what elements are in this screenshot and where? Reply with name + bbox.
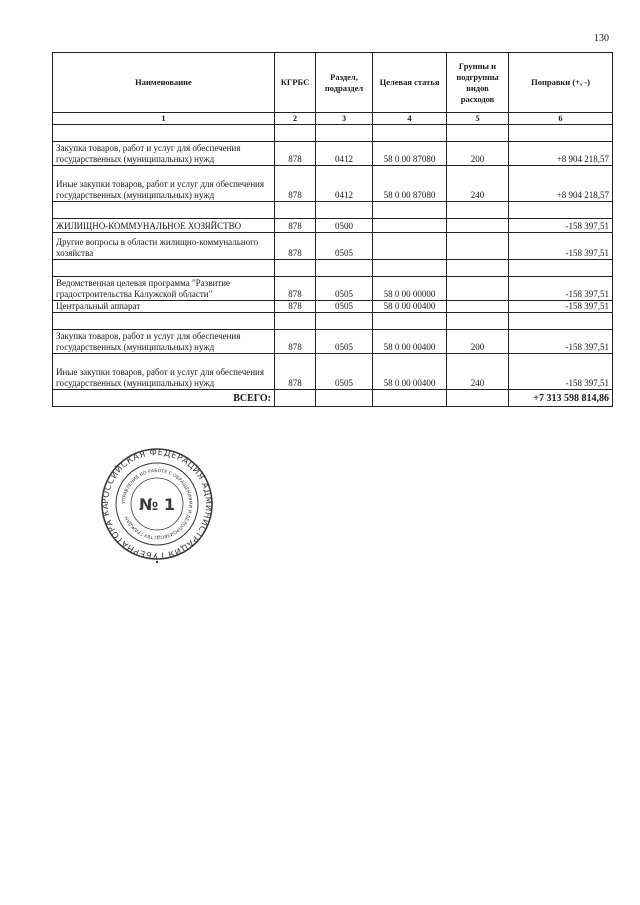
row-name: Иные закупки товаров, работ и услуг для обеспечения государственных (муниципальных) нужд — [53, 354, 275, 390]
spacer-row — [53, 202, 613, 219]
row-vid — [447, 277, 509, 301]
table-row — [53, 233, 613, 260]
row-popravki: -158 397,51 — [509, 219, 613, 233]
row-kgrbs: 878 — [275, 277, 316, 301]
row-popravki: -158 397,51 — [509, 301, 613, 313]
row-name: Иные закупки товаров, работ и услуг для обеспечения государственных (муниципальных) нужд — [53, 166, 275, 202]
header-razdel: Раздел, подраздел — [316, 53, 373, 113]
row-razdel: 0505 — [316, 233, 373, 260]
stamp-number: № 1 — [139, 495, 175, 514]
column-number: 1 — [53, 113, 275, 125]
column-number: 5 — [447, 113, 509, 125]
row-statya: 58 0 00 00400 — [373, 354, 447, 390]
row-kgrbs: 878 — [275, 219, 316, 233]
page-number: 130 — [594, 33, 609, 44]
table-row — [53, 301, 613, 313]
row-statya: 58 0 00 87080 — [373, 166, 447, 202]
row-name: ЖИЛИЩНО-КОММУНАЛЬНОЕ ХОЗЯЙСТВО — [53, 219, 275, 233]
row-statya — [373, 233, 447, 260]
total-value: +7 313 598 814,86 — [509, 390, 613, 407]
row-statya: 58 0 00 00400 — [373, 301, 447, 313]
row-kgrbs: 878 — [275, 301, 316, 313]
column-number: 4 — [373, 113, 447, 125]
header-vid: Группы и подгруппы видов расходов — [447, 53, 509, 113]
row-popravki: +8 904 218,57 — [509, 166, 613, 202]
row-name: Другие вопросы в области жилищно-коммунального хозяйства — [53, 233, 275, 260]
header-popravki: Поправки (+, -) — [509, 53, 613, 113]
spacer-row — [53, 313, 613, 330]
table-row — [53, 166, 613, 202]
stamp-outer-text: РОССИЙСКАЯ ФЕДЕРАЦИЯ АДМИНИСТРАЦИЯ ГУБЕРНАТОРА КА — [101, 447, 213, 561]
official-seal — [101, 441, 213, 567]
row-kgrbs: 878 — [275, 330, 316, 354]
row-vid: 240 — [447, 166, 509, 202]
row-kgrbs: 878 — [275, 142, 316, 166]
row-vid: 240 — [447, 354, 509, 390]
row-razdel: 0500 — [316, 219, 373, 233]
header-name: Наименование — [53, 53, 275, 113]
column-number-row — [53, 113, 613, 125]
stamp-dot — [156, 561, 158, 563]
total-row — [53, 390, 613, 407]
row-razdel: 0505 — [316, 330, 373, 354]
row-statya: 58 0 00 87080 — [373, 142, 447, 166]
row-razdel: 0412 — [316, 142, 373, 166]
table-row — [53, 142, 613, 166]
column-number: 3 — [316, 113, 373, 125]
row-statya — [373, 219, 447, 233]
table-row — [53, 330, 613, 354]
budget-table — [52, 52, 613, 407]
row-popravki: -158 397,51 — [509, 277, 613, 301]
row-razdel: 0412 — [316, 166, 373, 202]
column-number: 6 — [509, 113, 613, 125]
total-label: ВСЕГО: — [53, 390, 275, 407]
row-vid — [447, 219, 509, 233]
row-statya: 58 0 00 00000 — [373, 277, 447, 301]
spacer-row — [53, 260, 613, 277]
row-vid — [447, 301, 509, 313]
row-popravki: -158 397,51 — [509, 330, 613, 354]
table-row — [53, 354, 613, 390]
table-row — [53, 277, 613, 301]
row-razdel: 0505 — [316, 301, 373, 313]
row-kgrbs: 878 — [275, 233, 316, 260]
stamp-inner-text: УПРАВЛЕНИЕ ПО РАБОТЕ С ОБРАЩЕНИЯМИ И ДЕЛОПРОИЗВОДСТВУ ГРАЖДАН — [121, 468, 193, 540]
row-kgrbs: 878 — [275, 166, 316, 202]
header-kgrbs: КГРБС — [275, 53, 316, 113]
column-number: 2 — [275, 113, 316, 125]
row-kgrbs: 878 — [275, 354, 316, 390]
header-row — [53, 53, 613, 113]
table-row — [53, 219, 613, 233]
row-popravki: +8 904 218,57 — [509, 142, 613, 166]
row-vid: 200 — [447, 142, 509, 166]
row-razdel: 0505 — [316, 354, 373, 390]
row-name: Центральный аппарат — [53, 301, 275, 313]
row-popravki: -158 397,51 — [509, 233, 613, 260]
row-razdel: 0505 — [316, 277, 373, 301]
row-name: Закупка товаров, работ и услуг для обеспечения государственных (муниципальных) нужд — [53, 330, 275, 354]
row-popravki: -158 397,51 — [509, 354, 613, 390]
header-statya: Целевая статья — [373, 53, 447, 113]
row-statya: 58 0 00 00400 — [373, 330, 447, 354]
spacer-row — [53, 125, 613, 142]
row-name: Закупка товаров, работ и услуг для обеспечения государственных (муниципальных) нужд — [53, 142, 275, 166]
row-name: Ведомственная целевая программа "Развитие градостроительства Калужской области" — [53, 277, 275, 301]
row-vid — [447, 233, 509, 260]
row-vid: 200 — [447, 330, 509, 354]
